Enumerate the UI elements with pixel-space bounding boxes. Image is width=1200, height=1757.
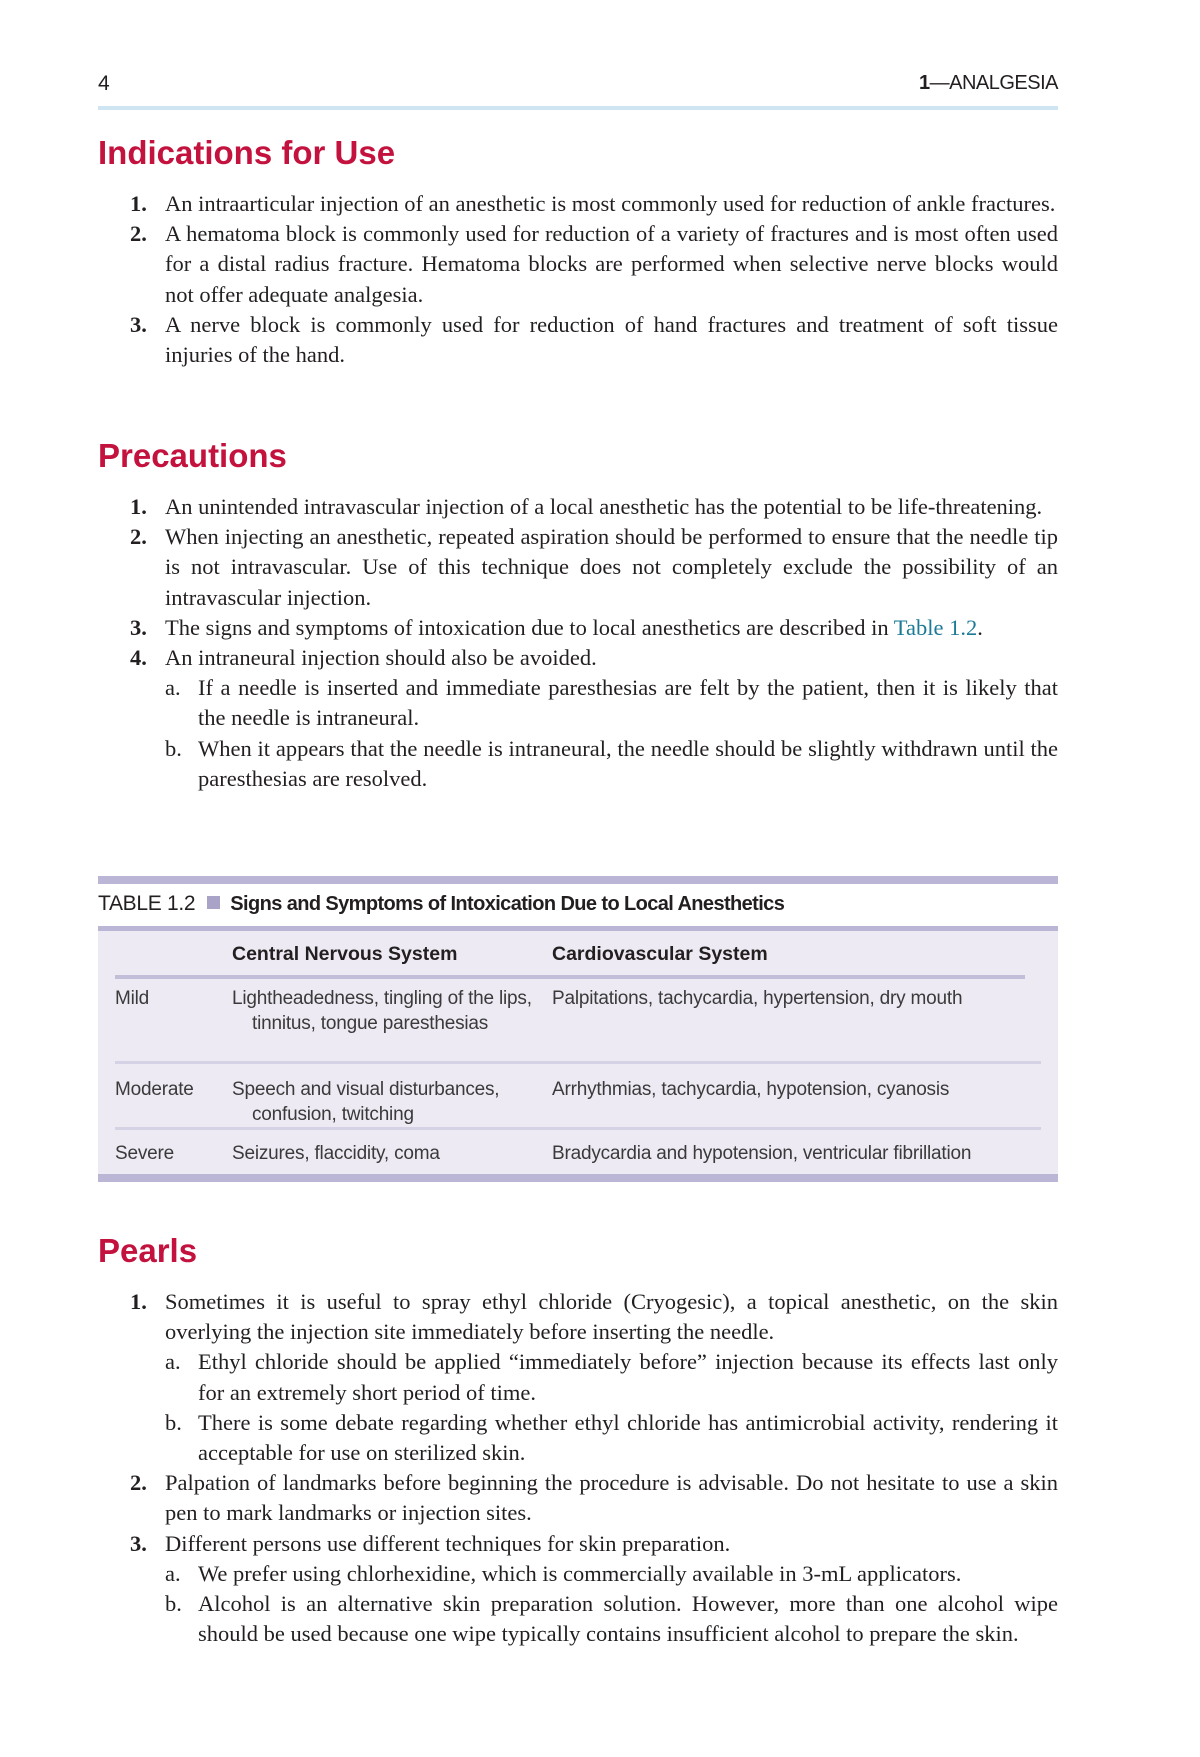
item-letter: a. [165, 1349, 181, 1375]
sub-list-item [98, 1559, 1058, 1589]
indications-list [98, 189, 1058, 370]
item-number: 2. [130, 1470, 147, 1496]
table-top-bar [98, 876, 1058, 884]
running-header [98, 72, 1058, 102]
table-bottom-bar [98, 1174, 1058, 1182]
table-label: TABLE 1.2 [98, 892, 196, 915]
item-text: Different persons use different techniques for skin preparation. [165, 1530, 731, 1556]
list-item [98, 522, 1058, 613]
item-text: Ethyl chloride should be applied “immediately before” injection because its effects last only for an extremely short period of time. [198, 1349, 1058, 1405]
chapter-title [919, 72, 1058, 95]
sub-list-item [98, 1589, 1058, 1649]
item-letter: a. [165, 675, 181, 701]
row-divider [115, 1061, 1041, 1064]
section-heading-pearls: Pearls [98, 1232, 198, 1269]
pearls-list [98, 1287, 1058, 1649]
item-text: Palpation of landmarks before beginning the procedure is advisable. Do not hesitate to use a skin pen to mark landmarks or injection sites. [165, 1470, 1058, 1526]
row-severity-severe: Severe [115, 1143, 175, 1164]
sub-list-item [98, 1408, 1058, 1468]
item-letter: a. [165, 1560, 181, 1586]
chapter-name: ANALGESIA [949, 72, 1058, 94]
cell-cns-severe: Seizures, flaccidity, coma [232, 1143, 440, 1164]
item-text: When injecting an anesthetic, repeated aspiration should be performed to ensure that the needle tip is not intravascular. Use of this technique does not completely exclude the possibility of an intravascular injection. [165, 524, 1058, 610]
list-item [98, 492, 1058, 522]
precautions-list [98, 492, 1058, 794]
sub-list-item [98, 1347, 1058, 1407]
cell-cv-moderate: Arrhythmias, tachycardia, hypotension, cyanosis [552, 1079, 950, 1100]
section-heading-precautions: Precautions [98, 437, 287, 474]
item-number: 3. [130, 311, 147, 337]
list-item [98, 310, 1058, 370]
header-rule [115, 975, 1025, 979]
table-caption [98, 892, 784, 916]
square-bullet-icon [207, 896, 220, 909]
item-text-end: . [977, 614, 983, 640]
table-reference-link[interactable]: Table 1.2 [893, 614, 978, 640]
item-number: 1. [130, 494, 147, 519]
cell-cns-mild: Lightheadedness, tingling of the lips, tinnitus, tongue paresthesias [232, 988, 532, 1034]
item-letter: b. [165, 1591, 182, 1617]
list-item [98, 643, 1058, 673]
item-number: 1. [130, 191, 147, 216]
list-item [98, 189, 1058, 219]
page-number: 4 [98, 72, 110, 95]
header-rule [98, 106, 1058, 110]
item-text: The signs and symptoms of intoxication due to local anesthetics are described in [165, 614, 894, 640]
item-text: A hematoma block is commonly used for reduction of a variety of fractures and is most often used for a distal radius fracture. Hematoma blocks are performed when selective nerve blocks would not offer adequate analgesia. [165, 221, 1058, 307]
row-severity-mild: Mild [115, 988, 150, 1009]
item-text: Alcohol is an alternative skin preparation solution. However, more than one alcohol wipe should be used because one wipe typically contains insufficient alcohol to prepare the skin. [198, 1591, 1058, 1647]
item-number: 3. [130, 1530, 147, 1556]
item-letter: b. [165, 1409, 182, 1435]
list-item [98, 219, 1058, 310]
list-item [98, 1468, 1058, 1528]
chapter-number: 1 [918, 72, 930, 94]
section-heading-indications: Indications for Use [98, 134, 396, 171]
item-text: There is some debate regarding whether ethyl chloride has antimicrobial activity, rendering it acceptable for use on sterilized skin. [198, 1409, 1058, 1466]
row-severity-moderate: Moderate [115, 1079, 194, 1100]
column-header-cardiovascular: Cardiovascular System [552, 943, 768, 965]
data-table [98, 926, 1058, 1179]
item-text: An intraarticular injection of an anesthetic is most commonly used for reduction of ankle fractures. [165, 191, 1056, 216]
row-divider [115, 1127, 1041, 1130]
item-text: When it appears that the needle is intraneural, the needle should be slightly withdrawn until the paresthesias are resolved. [198, 735, 1058, 791]
item-number: 2. [130, 524, 147, 550]
sub-list-item [98, 673, 1058, 733]
column-header-cns: Central Nervous System [232, 943, 458, 965]
item-number: 4. [130, 645, 147, 671]
list-item [98, 1529, 1058, 1559]
item-text: An intraneural injection should also be avoided. [165, 645, 597, 671]
item-number: 1. [130, 1289, 147, 1314]
cell-cns-moderate: Speech and visual disturbances, confusion, twitching [232, 1079, 500, 1125]
item-number: 2. [130, 221, 147, 247]
item-number: 3. [130, 614, 147, 640]
sub-list-item [98, 734, 1058, 794]
cell-cv-mild: Palpitations, tachycardia, hypertension, dry mouth [552, 988, 963, 1009]
item-text: An unintended intravascular injection of a local anesthetic has the potential to be life-threatening. [165, 494, 1043, 519]
chapter-separator: — [929, 72, 950, 94]
item-text: A nerve block is commonly used for reduction of hand fractures and treatment of soft tissue injuries of the hand. [165, 311, 1058, 368]
cell-cv-severe: Bradycardia and hypotension, ventricular fibrillation [552, 1143, 972, 1164]
item-letter: b. [165, 735, 182, 761]
list-item [98, 613, 1058, 643]
item-text: Sometimes it is useful to spray ethyl chloride (Cryogesic), a topical anesthetic, on the skin overlying the injection site immediately before inserting the needle. [165, 1289, 1058, 1345]
item-text: We prefer using chlorhexidine, which is commercially available in 3-mL applicators. [198, 1560, 962, 1586]
list-item [98, 1287, 1058, 1347]
item-text: If a needle is inserted and immediate paresthesias are felt by the patient, then it is likely that the needle is intraneural. [198, 675, 1058, 731]
table-title: Signs and Symptoms of Intoxication Due to Local Anesthetics [230, 893, 785, 915]
